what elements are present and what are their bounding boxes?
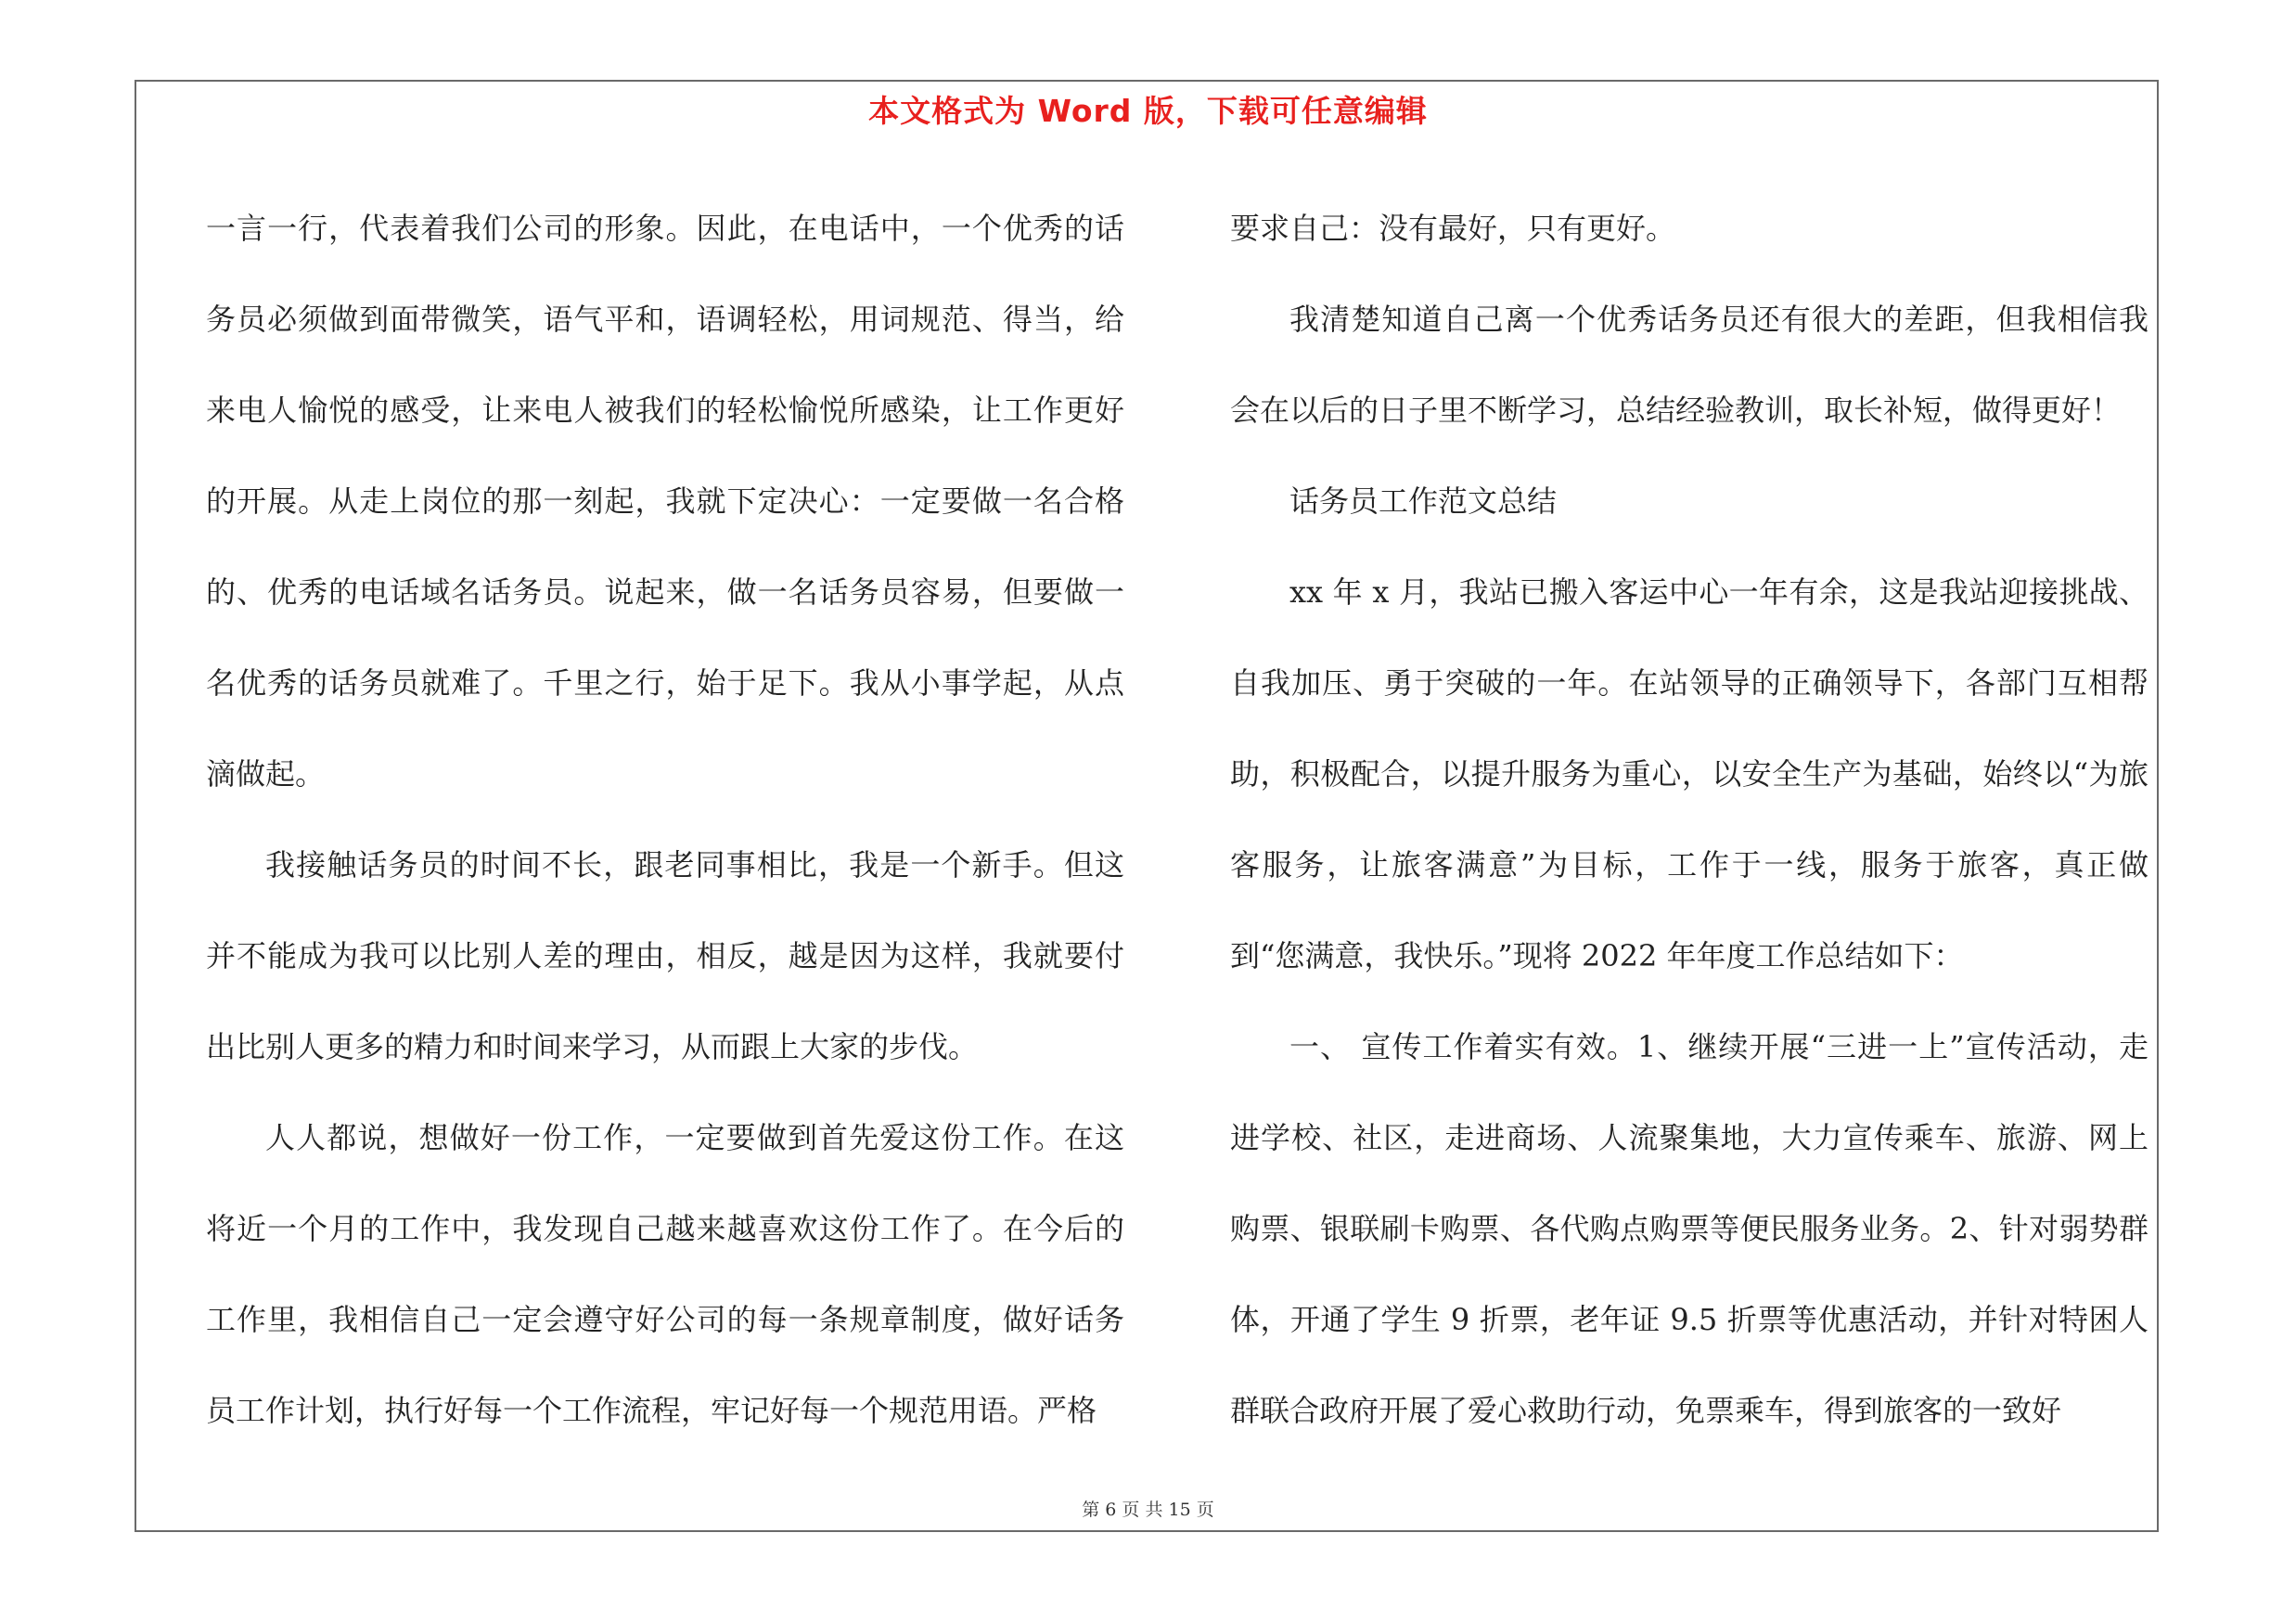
header-banner: 本文格式为 Word 版，下载可任意编辑 xyxy=(868,93,1428,129)
page-number-footer: 第 6 页 共 15 页 xyxy=(1082,1500,1214,1520)
left-paragraph-3: 人人都说，想做好一份工作，一定要做到首先爱这份工作。在这将近一个月的工作中，我发现自己越来越喜欢这份工作了。在今后的工作里，我相信自己一定会遵守好公司的每一条规章制度，做好话务员工作计划，执行好每一个工作流程，牢记好每一个规范用语。严格 xyxy=(206,1120,1124,1428)
left-paragraph-2: 我接触话务员的时间不长，跟老同事相比，我是一个新手。但这并不能成为我可以比别人差的理由，相反，越是因为这样，我就要付出比别人更多的精力和时间来学习，从而跟上大家的步伐。 xyxy=(206,847,1124,1064)
right-paragraph-2: 我清楚知道自己离一个优秀话务员还有很大的差距，但我相信我会在以后的日子里不断学习，总结经验教训，取长补短，做得更好！ xyxy=(1230,302,2148,428)
right-column xyxy=(1230,183,2148,1456)
right-paragraph-1: 要求自己：没有最好，只有更好。 xyxy=(1230,211,1676,246)
right-paragraph-4: xx 年 x 月，我站已搬入客运中心一年有余，这是我站迎接挑战、自我加压、勇于突破的一年。在站领导的正确领导下，各部门互相帮助，积极配合，以提升服务为重心，以安全生产为基础，始终以“为旅客服务，让旅客满意”为目标，工作于一线，服务于旅客，真正做到“您满意，我快乐。”现将 2022 年年度工作总结如下： xyxy=(1230,574,2148,973)
left-paragraph-1: 一言一行，代表着我们公司的形象。因此，在电话中，一个优秀的话务员必须做到面带微笑，语气平和，语调轻松，用词规范、得当，给来电人愉悦的感受，让来电人被我们的轻松愉悦所感染，让工作更好的开展。从走上岗位的那一刻起，我就下定决心：一定要做一名合格的、优秀的电话域名话务员。说起来，做一名话务员容易，但要做一名优秀的话务员就难了。千里之行，始于足下。我从小事学起，从点滴做起。 xyxy=(206,211,1124,792)
right-paragraph-5: 一、 宣传工作着实有效。1、继续开展“三进一上”宣传活动，走进学校、社区，走进商场、人流聚集地，大力宣传乘车、旅游、网上购票、银联刷卡购票、各代购点购票等便民服务业务。2、针对弱势群体，开通了学生 9 折票，老年证 9.5 折票等优惠活动，并针对特困人群联合政府开展了爱心救助行动，免票乘车，得到旅客的一致好 xyxy=(1230,1029,2148,1428)
section-heading: 话务员工作范文总结 xyxy=(1289,483,1558,519)
left-column xyxy=(206,183,1124,1456)
